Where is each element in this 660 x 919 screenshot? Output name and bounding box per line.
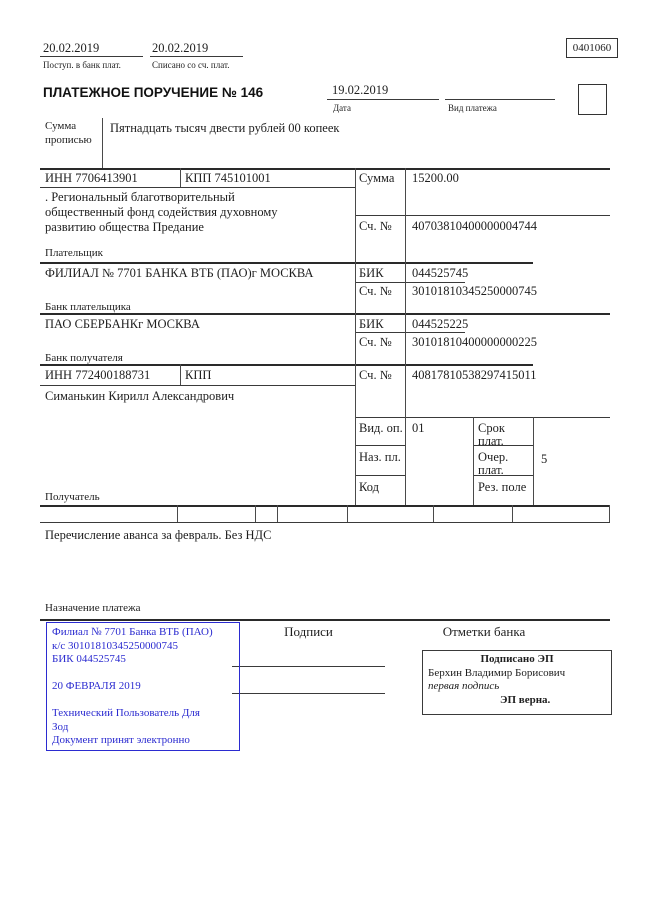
received-in-bank-date: 20.02.2019 <box>43 41 100 55</box>
term-label-2: плат. <box>478 434 504 448</box>
table-border <box>473 417 474 505</box>
table-border <box>40 364 533 366</box>
payee-label: Получатель <box>45 491 100 503</box>
divider <box>150 56 243 57</box>
payer-bank-name: ФИЛИАЛ № 7701 БАНКА ВТБ (ПАО)г МОСКВА <box>45 266 314 280</box>
payee-kpp-label: КПП <box>185 368 212 382</box>
table-border <box>40 385 355 386</box>
table-border <box>355 215 610 216</box>
document-date: 19.02.2019 <box>332 83 389 97</box>
stamp-line: Технический Пользователь Для <box>52 707 200 719</box>
table-border <box>177 505 178 522</box>
payer-label: Плательщик <box>45 247 103 259</box>
stamp-line <box>52 694 234 708</box>
table-border <box>40 522 610 523</box>
table-border <box>355 168 356 505</box>
signatures-header: Подписи <box>284 624 333 639</box>
purpose-code-label: Наз. пл. <box>359 450 401 464</box>
stamp-line: к/с 30101810345250000745 <box>52 639 179 652</box>
table-border <box>355 445 405 446</box>
stamp-line: Документ принят электронно <box>52 734 190 746</box>
signature-line <box>232 666 385 667</box>
table-border <box>355 332 465 333</box>
stamp-line: Филиал № 7701 Банка ВТБ (ПАО) <box>52 626 213 638</box>
debited-date: 20.02.2019 <box>152 41 209 55</box>
bank-marks-header: Отметки банка <box>442 624 526 639</box>
payer-bank-label: Банк плательщика <box>45 301 131 313</box>
payee-name: Симанькин Кирилл Александрович <box>45 389 235 403</box>
table-border <box>40 187 355 188</box>
table-border <box>40 505 610 507</box>
payer-bank-account-label: Сч. № <box>359 284 392 298</box>
payee-account: 40817810538297415011 <box>412 368 537 382</box>
stamp-line: БИК 044525745 <box>52 653 126 665</box>
payee-bank-account-label: Сч. № <box>359 335 392 349</box>
divider <box>40 56 143 57</box>
payer-account-label: Сч. № <box>359 219 392 233</box>
term-label-1: Срок <box>478 421 505 435</box>
op-type-label: Вид. оп. <box>359 421 403 435</box>
sum-label: Сумма <box>359 171 395 185</box>
payee-bank-bik: 044525225 <box>412 317 469 331</box>
table-border <box>40 619 610 621</box>
payer-inn: ИНН 7706413901 <box>45 171 138 185</box>
payee-bank-label: Банк получателя <box>45 352 123 364</box>
esign-title: Подписано ЭП <box>480 653 554 665</box>
table-border <box>40 313 610 315</box>
payer-name-line1: . Региональный благотворительный <box>45 190 235 204</box>
table-border <box>347 505 348 522</box>
table-border <box>180 364 181 385</box>
sum-value: 15200.00 <box>412 171 459 185</box>
payer-account: 40703810400000004744 <box>412 219 537 233</box>
payment-type-box <box>578 84 607 115</box>
payer-bank-account: 30101810345250000745 <box>412 284 537 298</box>
debited-label: Списано со сч. плат. <box>152 60 230 70</box>
stamp-line: Зод <box>52 720 69 733</box>
payer-bank-bik: 044525745 <box>412 266 469 280</box>
payment-type-label: Вид платежа <box>448 103 497 113</box>
amount-words-label-2: прописью <box>45 134 92 146</box>
amount-in-words: Пятнадцать тысяч двести рублей 00 копеек <box>110 121 340 135</box>
table-border <box>512 505 513 522</box>
payee-inn: ИНН 772400188731 <box>45 368 151 382</box>
payment-purpose-label: Назначение платежа <box>45 602 141 614</box>
electronic-signature-stamp <box>422 650 612 715</box>
code-label: Код <box>359 480 379 494</box>
esign-name: Берхин Владимир Борисович <box>428 666 566 679</box>
payer-kpp: КПП 745101001 <box>185 171 271 185</box>
table-border <box>355 475 405 476</box>
received-in-bank-label: Поступ. в банк плат. <box>43 60 121 70</box>
stamp-line: 20 ФЕВРАЛЯ 2019 <box>52 680 141 692</box>
esign-verified: ЭП верна. <box>500 693 551 706</box>
amount-words-label-1: Сумма <box>45 120 77 132</box>
stamp-line <box>52 667 234 681</box>
table-border <box>433 505 434 522</box>
document-title: ПЛАТЕЖНОЕ ПОРУЧЕНИЕ № 146 <box>43 85 264 100</box>
divider <box>102 118 103 168</box>
bank-stamp <box>46 622 240 751</box>
table-border <box>277 505 278 522</box>
form-code: 0401060 <box>572 42 612 54</box>
payee-bank-account: 30101810400000000225 <box>412 335 537 349</box>
order-label-2: плат. <box>478 463 504 477</box>
payer-bank-bik-label: БИК <box>359 266 384 280</box>
divider <box>445 99 555 100</box>
table-border <box>40 168 610 170</box>
order-value: 5 <box>541 452 548 466</box>
table-border <box>533 417 534 505</box>
table-border <box>355 282 465 283</box>
order-label-1: Очер. <box>478 450 509 464</box>
table-border <box>609 505 610 522</box>
op-type-value: 01 <box>412 421 425 435</box>
esign-subtitle: первая подпись <box>428 680 500 692</box>
divider <box>327 99 439 100</box>
payee-bank-bik-label: БИК <box>359 317 384 331</box>
table-border <box>405 168 406 505</box>
payee-account-label: Сч. № <box>359 368 392 382</box>
payee-bank-name: ПАО СБЕРБАНКг МОСКВА <box>45 317 200 331</box>
payer-name-line2: общественный фонд содействия духовному <box>45 205 278 219</box>
date-label: Дата <box>333 103 351 113</box>
table-border <box>40 262 533 264</box>
payer-name-line3: развитию общества Предание <box>45 220 204 234</box>
reserve-field-label: Рез. поле <box>478 480 527 494</box>
table-border <box>355 417 610 418</box>
table-border <box>255 505 256 522</box>
table-border <box>180 168 181 187</box>
payment-purpose-text: Перечисление аванса за февраль. Без НДС <box>45 528 272 542</box>
form-code-box <box>566 38 618 58</box>
signature-line <box>232 693 385 694</box>
